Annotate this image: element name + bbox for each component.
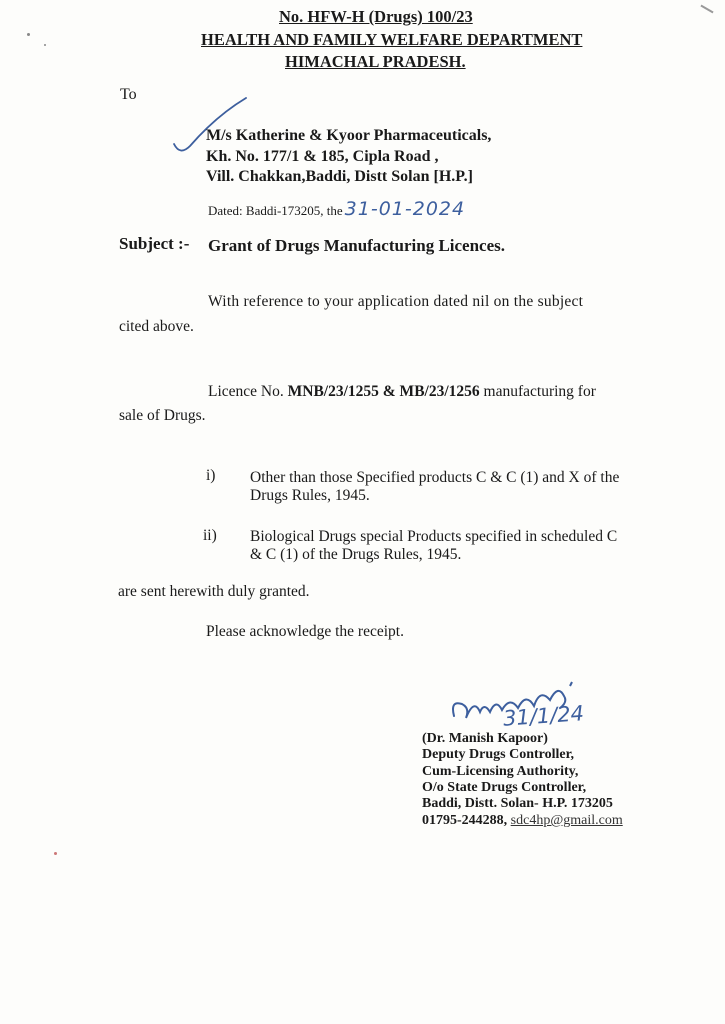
state-name: HIMACHAL PRADESH. [285, 52, 466, 71]
addressee-line-1: M/s Katherine & Kyoor Pharmaceuticals, [206, 127, 492, 144]
signatory-address: Baddi, Distt. Solan- H.P. 173205 [422, 796, 613, 811]
acknowledge-line: Please acknowledge the receipt. [206, 623, 404, 640]
email-link[interactable]: sdc4hp@gmail.com [510, 813, 623, 828]
to-label: To [120, 86, 137, 103]
para1-line-1: With reference to your application dated nil on the subject [208, 293, 584, 310]
para2-line-1 [208, 383, 596, 401]
dated-line [208, 198, 465, 220]
addressee-line-2: Kh. No. 177/1 & 185, Cipla Road , [206, 148, 439, 165]
signature-text [470, 684, 477, 686]
subject-text: Grant of Drugs Manufacturing Licences. [208, 236, 506, 255]
signatory-designation-2: Cum-Licensing Authority, [422, 764, 579, 779]
signatory-contact [422, 813, 623, 829]
scan-speck [27, 33, 30, 36]
item-line-2: & C (1) of the Drugs Rules, 1945. [250, 546, 462, 563]
item-number: i) [206, 467, 216, 484]
licence-numbers: MNB/23/1255 & MB/23/1256 [287, 383, 480, 400]
signatory-designation-1: Deputy Drugs Controller, [422, 747, 575, 762]
department-name: HEALTH AND FAMILY WELFARE DEPARTMENT [201, 30, 583, 49]
subject-label: Subject :- [119, 234, 190, 253]
para1-line-2: cited above. [119, 318, 194, 335]
phone-number: 01795-244288, [422, 813, 508, 828]
addressee-line-3: Vill. Chakkan,Baddi, Distt Solan [H.P.] [206, 168, 473, 185]
signatory-designation-3: O/o State Drugs Controller, [422, 780, 587, 795]
licence-prefix: Licence No. [208, 383, 284, 400]
item-number: ii) [203, 527, 217, 544]
licence-suffix: manufacturing for [483, 383, 596, 400]
scan-speck [700, 5, 713, 14]
item-line-1: Other than those Specified products C & C (1) and X of the [250, 469, 620, 486]
item-line-2: Drugs Rules, 1945. [250, 487, 370, 504]
para2-line-2: sale of Drugs. [119, 407, 206, 424]
signatory-name: (Dr. Manish Kapoor) [422, 731, 548, 746]
granted-line: are sent herewith duly granted. [118, 583, 310, 600]
signature-date: 31/1/24 [502, 701, 585, 731]
dated-prefix: Dated: Baddi-173205, the [208, 203, 343, 218]
item-line-1: Biological Drugs special Products specified in scheduled C [250, 528, 618, 545]
reference-number: No. HFW-H (Drugs) 100/23 [279, 7, 473, 26]
scan-speck [44, 44, 46, 46]
dated-handwritten: 31-01-2024 [344, 198, 466, 220]
scan-speck [54, 852, 57, 855]
